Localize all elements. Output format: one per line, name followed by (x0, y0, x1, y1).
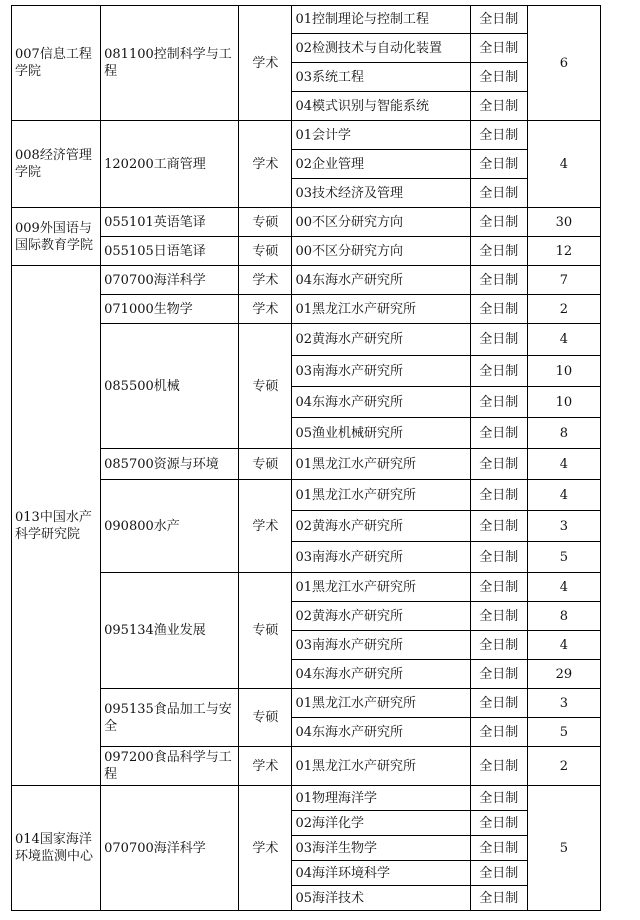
research-direction-cell: 02企业管理 (292, 150, 470, 179)
table-row (12, 237, 601, 266)
study-mode-cell: 全日制 (470, 63, 527, 92)
major-cell: 085700资源与环境 (101, 449, 239, 480)
table-row (12, 747, 601, 786)
enrollment-count-cell: 7 (527, 266, 600, 295)
study-mode-cell: 全日制 (470, 6, 527, 34)
enrollment-count-cell: 4 (527, 480, 600, 511)
degree-type-cell: 专硕 (239, 573, 292, 689)
study-mode-cell: 全日制 (470, 811, 527, 836)
table-row (12, 324, 601, 356)
research-direction-cell: 04东海水产研究所 (292, 266, 470, 295)
research-direction-cell: 01黑龙江水产研究所 (292, 295, 470, 324)
study-mode-cell: 全日制 (470, 602, 527, 631)
research-direction-cell: 02黄海水产研究所 (292, 602, 470, 631)
degree-type-cell: 专硕 (239, 449, 292, 480)
major-cell: 070700海洋科学 (101, 266, 239, 295)
table-body (12, 6, 601, 911)
major-cell: 090800水产 (101, 480, 239, 573)
major-cell: 071000生物学 (101, 295, 239, 324)
table-row (12, 121, 601, 150)
table-row (12, 295, 601, 324)
major-cell: 055101英语笔译 (101, 208, 239, 237)
research-direction-cell: 01黑龙江水产研究所 (292, 747, 470, 786)
enrollment-count-cell: 10 (527, 387, 600, 418)
study-mode-cell: 全日制 (470, 747, 527, 786)
study-mode-cell: 全日制 (470, 92, 527, 121)
degree-type-cell: 专硕 (239, 237, 292, 266)
study-mode-cell: 全日制 (470, 179, 527, 208)
enrollment-count-cell: 4 (527, 631, 600, 660)
study-mode-cell: 全日制 (470, 573, 527, 602)
enrollment-count-cell: 12 (527, 237, 600, 266)
research-direction-cell: 01物理海洋学 (292, 786, 470, 811)
research-direction-cell: 05海洋技术 (292, 886, 470, 911)
table-row (12, 689, 601, 718)
enrollment-count-cell: 3 (527, 511, 600, 542)
enrollment-count-cell: 8 (527, 602, 600, 631)
research-direction-cell: 04东海水产研究所 (292, 660, 470, 689)
table-row (12, 208, 601, 237)
enrollment-count-cell: 4 (527, 121, 600, 208)
research-direction-cell: 02海洋化学 (292, 811, 470, 836)
enrollment-count-cell: 3 (527, 689, 600, 718)
research-direction-cell: 03技术经济及管理 (292, 179, 470, 208)
study-mode-cell: 全日制 (470, 387, 527, 418)
research-direction-cell: 02检测技术与自动化装置 (292, 34, 470, 63)
major-cell: 085500机械 (101, 324, 239, 449)
table-row (12, 449, 601, 480)
study-mode-cell: 全日制 (470, 786, 527, 811)
table-row (12, 573, 601, 602)
college-cell: 009外国语与国际教育学院 (12, 208, 101, 266)
enrollment-count-cell: 29 (527, 660, 600, 689)
major-cell: 120200工商管理 (101, 121, 239, 208)
degree-type-cell: 学术 (239, 6, 292, 121)
enrollment-count-cell: 8 (527, 418, 600, 449)
college-cell: 008经济管理学院 (12, 121, 101, 208)
study-mode-cell: 全日制 (470, 121, 527, 150)
degree-type-cell: 学术 (239, 295, 292, 324)
research-direction-cell: 02黄海水产研究所 (292, 511, 470, 542)
research-direction-cell: 04东海水产研究所 (292, 387, 470, 418)
research-direction-cell: 05渔业机械研究所 (292, 418, 470, 449)
enrollment-count-cell: 5 (527, 718, 600, 747)
research-direction-cell: 01黑龙江水产研究所 (292, 689, 470, 718)
degree-type-cell: 学术 (239, 121, 292, 208)
research-direction-cell: 01会计学 (292, 121, 470, 150)
enrollment-count-cell: 4 (527, 573, 600, 602)
enrollment-count-cell: 5 (527, 786, 600, 911)
degree-type-cell: 专硕 (239, 689, 292, 747)
enrollment-count-cell: 30 (527, 208, 600, 237)
table-row (12, 480, 601, 511)
enrollment-count-cell: 5 (527, 542, 600, 573)
table-row (12, 786, 601, 811)
study-mode-cell: 全日制 (470, 480, 527, 511)
study-mode-cell: 全日制 (470, 208, 527, 237)
study-mode-cell: 全日制 (470, 34, 527, 63)
research-direction-cell: 03南海水产研究所 (292, 542, 470, 573)
college-cell: 014国家海洋环境监测中心 (12, 786, 101, 911)
research-direction-cell: 03海洋生物学 (292, 836, 470, 861)
degree-type-cell: 学术 (239, 747, 292, 786)
study-mode-cell: 全日制 (470, 266, 527, 295)
study-mode-cell: 全日制 (470, 356, 527, 387)
study-mode-cell: 全日制 (470, 418, 527, 449)
college-cell: 013中国水产科学研究院 (12, 266, 101, 786)
degree-type-cell: 专硕 (239, 324, 292, 449)
study-mode-cell: 全日制 (470, 237, 527, 266)
research-direction-cell: 03南海水产研究所 (292, 356, 470, 387)
research-direction-cell: 03系统工程 (292, 63, 470, 92)
degree-type-cell: 学术 (239, 266, 292, 295)
research-direction-cell: 01黑龙江水产研究所 (292, 480, 470, 511)
research-direction-cell: 04模式识别与智能系统 (292, 92, 470, 121)
research-direction-cell: 00不区分研究方向 (292, 237, 470, 266)
major-cell: 070700海洋科学 (101, 786, 239, 911)
study-mode-cell: 全日制 (470, 861, 527, 886)
admissions-table (11, 5, 601, 911)
enrollment-count-cell: 2 (527, 295, 600, 324)
study-mode-cell: 全日制 (470, 689, 527, 718)
study-mode-cell: 全日制 (470, 542, 527, 573)
research-direction-cell: 04东海水产研究所 (292, 718, 470, 747)
degree-type-cell: 学术 (239, 786, 292, 911)
research-direction-cell: 00不区分研究方向 (292, 208, 470, 237)
research-direction-cell: 04海洋环境科学 (292, 861, 470, 886)
research-direction-cell: 03南海水产研究所 (292, 631, 470, 660)
enrollment-count-cell: 10 (527, 356, 600, 387)
study-mode-cell: 全日制 (470, 631, 527, 660)
college-cell: 007信息工程学院 (12, 6, 101, 121)
table-row (12, 6, 601, 34)
study-mode-cell: 全日制 (470, 886, 527, 911)
study-mode-cell: 全日制 (470, 150, 527, 179)
research-direction-cell: 01控制理论与控制工程 (292, 6, 470, 34)
degree-type-cell: 学术 (239, 480, 292, 573)
major-cell: 097200食品科学与工程 (101, 747, 239, 786)
study-mode-cell: 全日制 (470, 718, 527, 747)
major-cell: 055105日语笔译 (101, 237, 239, 266)
research-direction-cell: 01黑龙江水产研究所 (292, 573, 470, 602)
enrollment-count-cell: 4 (527, 449, 600, 480)
research-direction-cell: 02黄海水产研究所 (292, 324, 470, 356)
research-direction-cell: 01黑龙江水产研究所 (292, 449, 470, 480)
study-mode-cell: 全日制 (470, 836, 527, 861)
enrollment-count-cell: 4 (527, 324, 600, 356)
study-mode-cell: 全日制 (470, 295, 527, 324)
study-mode-cell: 全日制 (470, 449, 527, 480)
table-row (12, 266, 601, 295)
major-cell: 095134渔业发展 (101, 573, 239, 689)
degree-type-cell: 专硕 (239, 208, 292, 237)
major-cell: 095135食品加工与安全 (101, 689, 239, 747)
enrollment-count-cell: 6 (527, 6, 600, 121)
study-mode-cell: 全日制 (470, 660, 527, 689)
enrollment-count-cell: 2 (527, 747, 600, 786)
major-cell: 081100控制科学与工程 (101, 6, 239, 121)
study-mode-cell: 全日制 (470, 324, 527, 356)
study-mode-cell: 全日制 (470, 511, 527, 542)
